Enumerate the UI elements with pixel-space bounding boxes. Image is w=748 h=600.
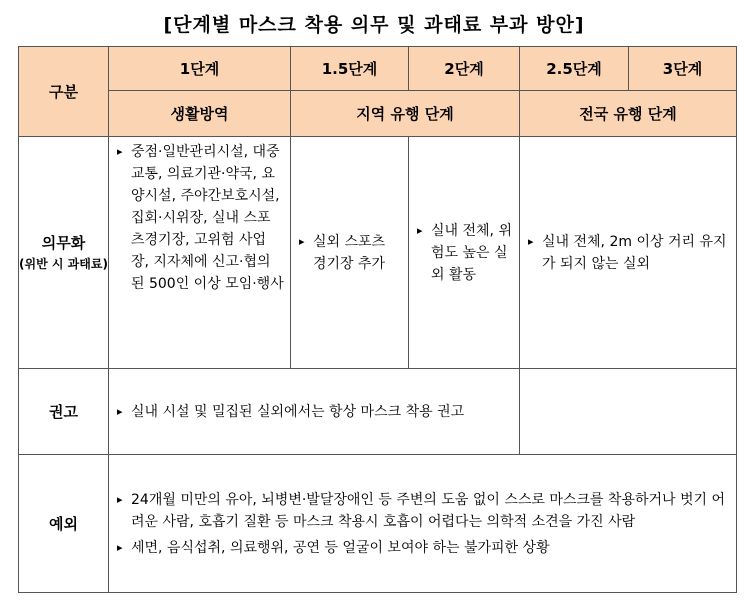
header-stage-2-5: 2.5단계 <box>520 47 629 91</box>
recommend-empty-cell <box>520 369 737 455</box>
row-label-mandatory <box>19 137 109 369</box>
header-stage-1-5: 1.5단계 <box>291 47 409 91</box>
mandatory-stage2-cell <box>409 137 520 369</box>
mandatory-stage2-text: ▸ 실내 전체, 위험도 높은 실외 활동 <box>417 220 513 286</box>
mandatory-stage2-5-text: ▸ 실내 전체, 2m 이상 거리 유지가 되지 않는 실외 <box>528 231 730 275</box>
recommend-cell <box>109 369 520 455</box>
exception-cell <box>109 455 737 593</box>
mandatory-stage1-cell <box>109 137 291 369</box>
mask-policy-table <box>18 46 737 593</box>
mandatory-stage2-5-cell <box>520 137 737 369</box>
mandatory-sublabel: (위반 시 과태료) <box>19 256 108 271</box>
group-daily-quarantine: 생활방역 <box>109 91 291 137</box>
exception-item: ▸ 24개월 미만의 유아, 뇌병변·발달장애인 등 주변의 도움 없이 스스로 마스크를 착용하거나 벗기 어려운 사람, 호흡기 질환 등 마스크 착용시 호흡이 어렵다는 의학적 소견을 가진 사람 <box>117 489 730 533</box>
header-stage-3: 3단계 <box>629 47 737 91</box>
page-title: [단계별 마스크 착용 의무 및 과태료 부과 방안] <box>163 14 585 36</box>
header-stage-2: 2단계 <box>409 47 520 91</box>
mandatory-label: 의무화 <box>41 233 86 252</box>
header-category: 구분 <box>19 47 109 137</box>
mandatory-stage1-5-cell <box>291 137 409 369</box>
mandatory-stage1-text: ▸ 중점·일반관리시설, 대중교통, 의료기관·약국, 요양시설, 주야간보호시설, 집회·시위장, 실내 스포츠경기장, 고위험 사업장, 지자체에 신고·협의된 500인 이상 모임·행사 <box>117 141 284 295</box>
group-national-epidemic: 전국 유행 단계 <box>520 91 737 137</box>
row-label-exception: 예외 <box>19 455 109 593</box>
mandatory-stage1-5-text: ▸ 실외 스포츠 경기장 추가 <box>299 231 402 275</box>
recommend-text: ▸ 실내 시설 및 밀집된 실외에서는 항상 마스크 착용 권고 <box>117 401 513 423</box>
header-stage-1: 1단계 <box>109 47 291 91</box>
row-label-recommend: 권고 <box>19 369 109 455</box>
group-regional-epidemic: 지역 유행 단계 <box>291 91 520 137</box>
exception-item: ▸ 세면, 음식섭취, 의료행위, 공연 등 얼굴이 보여야 하는 불가피한 상황 <box>117 537 730 559</box>
